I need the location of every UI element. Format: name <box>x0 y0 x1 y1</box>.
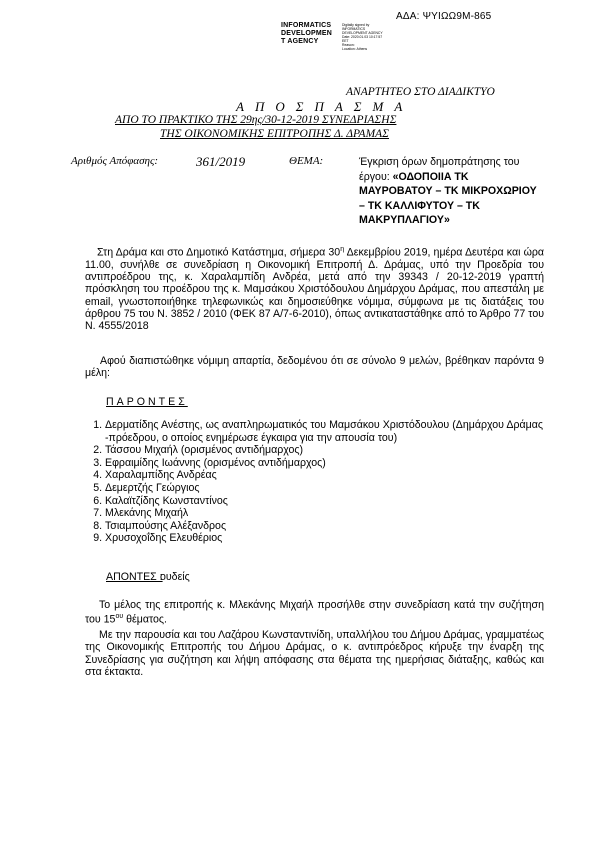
members-list <box>80 419 543 545</box>
list-item: 7. Μλεκάνης Μιχαήλ <box>105 507 543 520</box>
stamp-line: DEVELOPMEN <box>281 30 333 38</box>
project-title: «ΟΔΟΠΟΙΙΑ ΤΚ ΜΑΥΡΟΒΑΤΟΥ – ΤΚ ΜΙΚΡΟΧΩΡΙΟΥ – ΤΚ ΚΑΛΛΙΦΥΤΟΥ – ΤΚ ΜΑΚΡΥΠΛΑΓΙΟΥ» <box>359 170 537 226</box>
list-item: 9. Χρυσοχοΐδης Ελευθέριος <box>105 532 543 545</box>
ada-code: ΑΔΑ: ΨΥΙΩΩ9Μ-865 <box>396 11 492 22</box>
decision-number: 361/2019 <box>196 154 246 169</box>
committee-heading: ΤΗΣ ΟΙΚΟΝΟΜΙΚΗΣ ΕΠΙΤΡΟΠΗΣ Δ. ΔΡΑΜΑΣ <box>160 128 390 140</box>
absent-label: ΑΠΟΝΤΕΣ : <box>106 571 163 583</box>
decision-number-label: Αριθμός Απόφασης: <box>71 155 159 167</box>
subject-text: Έγκριση όρων δημοπράτησης του έργου: «ΟΔΟΠΟΙΙΑ ΤΚ ΜΑΥΡΟΒΑΤΟΥ – ΤΚ ΜΙΚΡΟΧΩΡΙΟΥ – ΤΚ ΚΑΛΛΙΦΥΤΟΥ – ΤΚ ΜΑΚΡΥΠΛΑΓΙΟΥ» <box>359 156 537 226</box>
list-item: 3. Εφραιμίδης Ιωάννης (ορισμένος αντιδήμαρχος) <box>105 457 543 470</box>
signature-stamp-details: Digitally signed by INFORMATICS DEVELOPMENT AGENCY Date: 2020.01.03 10:17:57 EET Reason: Location: Athens <box>342 23 383 51</box>
subject-label: ΘΕΜΑ: <box>289 155 324 167</box>
extract-heading: ΑΠΟΣΠΑΣΜΑ <box>236 99 414 114</box>
signature-stamp <box>281 22 332 47</box>
list-item: 2. Τάσσου Μιχαήλ (ορισμένος αντιδήμαρχος) <box>105 444 543 457</box>
present-heading: ΠΑΡΟΝΤΕΣ <box>106 396 188 408</box>
quorum-paragraph: Αφού διαπιστώθηκε νόμιμη απαρτία, δεδομένου ότι σε σύνολο 9 μελών, βρέθηκαν παρόντα 9 μέλη: <box>85 355 544 380</box>
list-item: 8. Τσιαμπούσης Αλέξανδρος <box>105 520 543 533</box>
absent-value: ουδείς <box>160 571 190 583</box>
list-item: 5. Δεμερτζής Γεώργιος <box>105 482 543 495</box>
meeting-paragraph: Στη Δράμα και στο Δημοτικό Κατάστημα, σήμερα $30^\eta$ Δεκεμβρίου 2019, ημέρα Δευτέρα και ώρα 11.00, συνήλθε σε συνεδρίαση η Οικονομική Επιτροπή Δ. Δράμας, υπό την Προεδρία του αντιπροέδρου της, κ. Χαραλαμπίδη Ανδρέα, μετά από την 39343 / 20-12-2019 γραπτή πρόσκληση του προέδρου της κ. Μαμσάκου Χριστόδουλου Δημάρχου Δράμας, που απεστάλη με email, γνωστοποιήθηκε τηλεφωνικώς και δημοσιεύθηκε νόμιμα, σύμφωνα με τις διατάξεις του άρθρου 75 του Ν. 3852 / 2010 (ΦΕΚ 87 Α/7-6-2010), όπως αντικαταστάθηκε από το Άρθρο 77 του Ν. 4555/2018 <box>85 246 545 333</box>
minutes-heading: ΑΠΟ ΤΟ ΠΡΑΚΤΙΚΟ ΤΗΣ 29ης/30-12-2019 ΣΥΝΕΔΡΙΑΣΗΣ <box>115 114 397 126</box>
list-item: 1. Δερματίδης Ανέστης, ως αναπληρωματικός του Μαμσάκου Χριστόδουλου (Δημάρχου Δράμας -πρόεδρου, ο οποίος ενημέρωσε έγκαιρα για την απουσία του) <box>105 419 543 444</box>
stamp-line: T AGENCY <box>281 38 319 46</box>
list-item: 6. Καλαϊτζίδης Κωνσταντίνος <box>105 495 543 508</box>
secretary-paragraph: Με την παρουσία και του Λαζάρου Κωνσταντινίδη, υπαλλήλου του Δήμου Δράμας, γραμματέως της Οικονομικής Επιτροπής του Δήμου Δράμας, ο κ. αντιπρόεδρος κήρυξε την έναρξη της Συνεδρίασης για συζήτηση και λήψη απόφασης στα θέματα της ημερήσιας διάταξης, καθώς και στα έκτακτα. <box>85 629 544 678</box>
list-item: 4. Χαραλαμπίδης Ανδρέας <box>105 469 543 482</box>
arrival-paragraph: Το μέλος της επιτροπής κ. Μλεκάνης Μιχαήλ προσήλθε στην συνεδρίαση κατά την συζήτηση του $15^{o\upsilon}$ θέματος. <box>85 599 544 626</box>
posted-online-heading: ΑΝΑΡΤΗΤΕΟ ΣΤΟ ΔΙΑΔΙΚΤΥΟ <box>346 86 495 98</box>
stamp-line: INFORMATICS <box>281 22 332 29</box>
